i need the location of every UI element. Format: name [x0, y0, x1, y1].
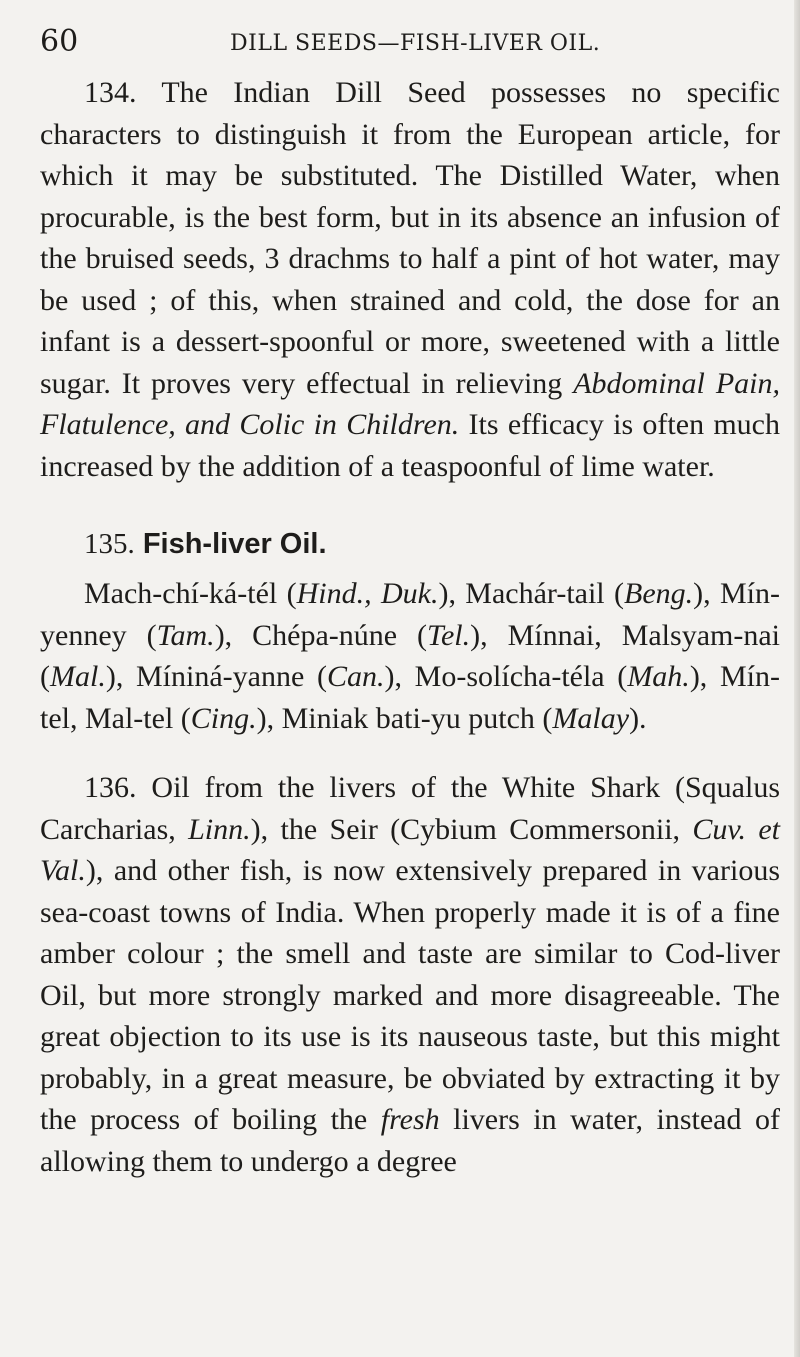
names-lang-2: Beng. — [624, 577, 694, 610]
paragraph-136-text-3: ), and other fish, is now extensively prepared in various sea-coast towns of India. When properly made it is of a fine amber colour ; the smell and taste are similar to Cod-liver Oil, but more strongly marked and more disagreeable. The great objection to its use is its nauseous taste, but this might probably, in a great measure, be obviated by extracting it by the process of boiling the — [40, 854, 780, 1136]
names-lang-9: Malay — [552, 701, 630, 735]
section-number: 135. — [84, 528, 135, 560]
section-title: Fish-liver Oil. — [142, 528, 327, 560]
paragraph-136-italic-1: Linn. — [188, 812, 251, 846]
names-text-6: ), Míniná-yanne ( — [105, 660, 327, 693]
paragraph-136 — [40, 767, 780, 1182]
paragraph-134-italic-1: Abdominal Pain, Flatulence, and Colic in Children. — [40, 366, 780, 441]
names-text-7: ), Mo-solícha-téla ( — [384, 660, 628, 693]
paragraph-136-italic-2: Cuv. et Val. — [40, 812, 781, 887]
paragraph-134-text-2: Its efficacy is often much increased by the addition of a teaspoonful of lime water. — [40, 408, 780, 483]
names-text-2: ), Machár-tail ( — [438, 577, 624, 610]
names-lang-4: Tel. — [427, 618, 471, 652]
names-text-8: ), Mín-tel, Mal-tel ( — [40, 660, 780, 735]
names-lang-3: Tam. — [156, 618, 215, 652]
names-lang-6: Can. — [326, 660, 385, 693]
page-number: 60 — [40, 24, 79, 59]
names-text-10: ). — [629, 701, 647, 735]
paragraph-136-text-2: ), the Seir (Cybium Commersonii, — [250, 812, 693, 846]
names-text-3: ), Mín-yenney ( — [40, 577, 780, 652]
names-lang-8: Cing. — [190, 701, 257, 735]
page-edge-shadow — [794, 0, 800, 1357]
paragraph-136-italic-3: fresh — [380, 1103, 440, 1136]
names-text-5: ), Mínnai, Malsyam-nai ( — [40, 618, 780, 693]
paragraph-134 — [40, 72, 780, 487]
paragraph-134-text-1: 134. The Indian Dill Seed possesses no specific characters to distinguish it from the European article, for which it may be substituted. The Distilled Water, when procurable, is the best form, but in its absence an infusion of the bruised seeds, 3 drachms to half a pint of hot water, may be used ; of this, when strained and cold, the dose for an infant is a dessert-spoonful or more, sweetened with a little sugar. It proves very effectual in relieving — [40, 76, 780, 400]
names-text-9: ), Miniak bati-yu putch ( — [256, 701, 553, 735]
page-body — [40, 72, 780, 1182]
paragraph-136-text-1: 136. Oil from the livers of the White Shark (Squalus Carcharias, — [40, 771, 780, 846]
names-lang-1: Hind., Duk. — [296, 577, 439, 610]
page-header — [40, 22, 780, 62]
names-lang-5: Mal. — [50, 660, 106, 693]
paragraph-136-text-4: livers in water, instead of allowing them to undergo a degree — [40, 1103, 780, 1178]
names-lang-7: Mah. — [627, 660, 690, 693]
section-heading-135 — [40, 524, 780, 565]
vernacular-names — [40, 573, 780, 739]
names-text-4: ), Chépa-núne ( — [214, 618, 428, 652]
paragraph-gap — [40, 739, 780, 767]
running-head: DILL SEEDS—FISH-LIVER OIL. — [230, 31, 601, 56]
names-text-1: Mach-chí-ká-tél ( — [84, 577, 297, 610]
